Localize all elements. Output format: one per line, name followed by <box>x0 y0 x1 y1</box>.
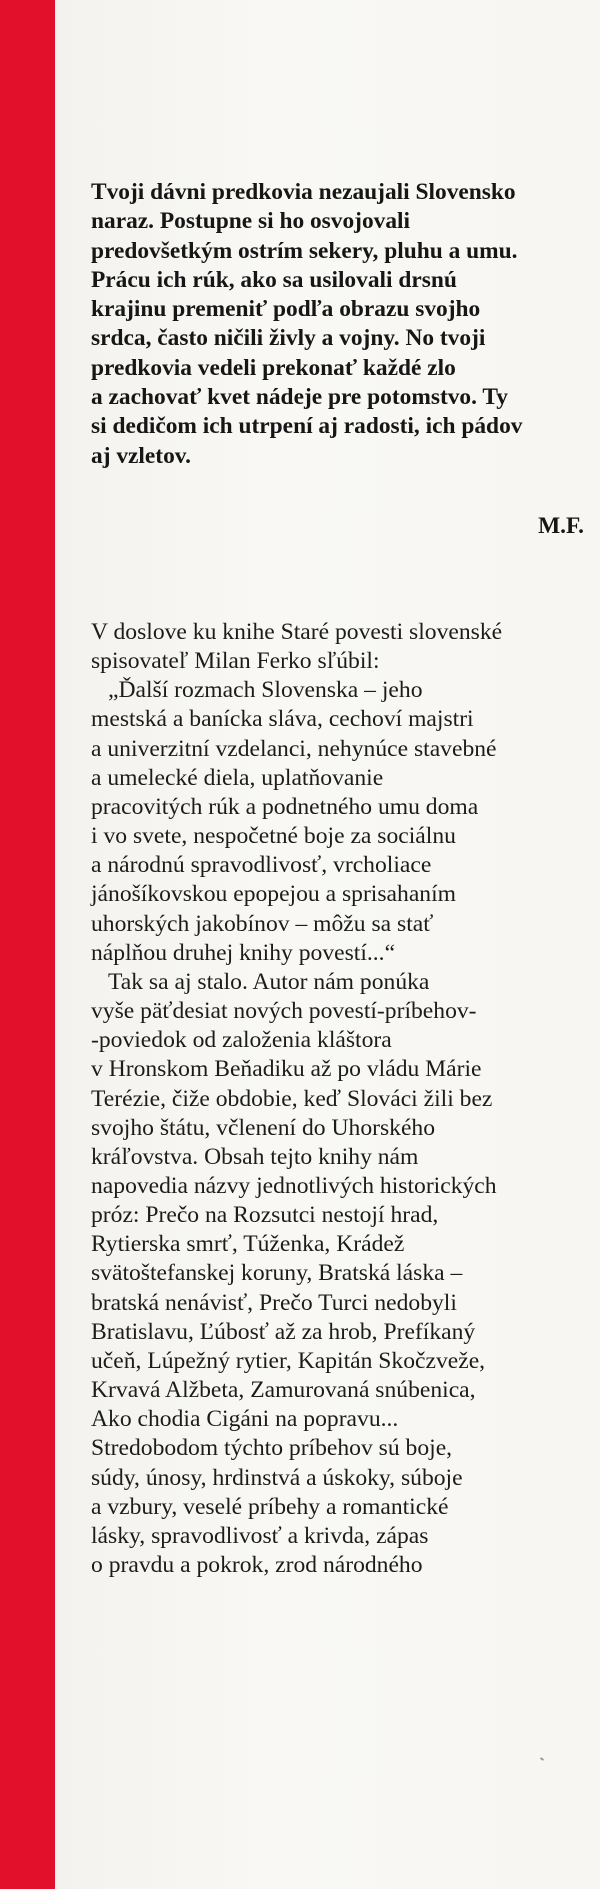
body-line: V doslove ku knihe Staré povesti slovenské <box>91 619 503 645</box>
body-line: náplňou druhej knihy povestí...“ <box>91 939 396 966</box>
body-line: lásky, spravodlivosť a krivda, zápas <box>91 1522 429 1549</box>
motto-line: si dedičom ich utrpení aj radosti, ich pádov <box>91 413 523 440</box>
body-line: mestská a banícka sláva, cechoví majstri <box>91 706 474 733</box>
body-line: a umelecké diela, uplatňovanie <box>91 764 384 791</box>
body-line: súdy, únosy, hrdinstvá a úskoky, súboje <box>91 1464 463 1491</box>
body-line: i vo svete, nespočetné boje za sociálnu <box>91 823 456 850</box>
body-line: Ako chodia Cigáni na popravu... <box>91 1406 399 1433</box>
body-line: Tak sa aj stalo. Autor nám ponúka <box>108 968 430 995</box>
body-line: svojho štátu, včlenení do Uhorského <box>91 1114 436 1141</box>
afterword-text <box>91 618 591 1580</box>
motto-line: Prácu ich rúk, ako sa usilovali drsnú <box>91 266 457 293</box>
motto-line: Tvoji dávni predkovia nezaujali Slovensko <box>91 179 516 205</box>
motto-line: predkovia vedeli prekonať každé zlo <box>91 354 456 381</box>
body-line: napovedia názvy jednotlivých historických <box>91 1172 497 1199</box>
body-line: próz: Prečo na Rozsutci nestojí hrad, <box>91 1202 439 1229</box>
body-line: kráľovstva. Obsah tejto knihy nám <box>91 1143 419 1170</box>
body-line: a univerzitní vzdelanci, nehynúce stavebné <box>91 735 497 762</box>
body-line: Bratislavu, Ľúbosť až za hrob, Prefíkaný <box>91 1318 476 1345</box>
body-line: a vzbury, veselé príbehy a romantické <box>91 1493 449 1520</box>
body-line: Krvavá Alžbeta, Zamurovaná snúbenica, <box>91 1377 476 1404</box>
body-line: pracovitých rúk a podnetného umu doma <box>91 793 479 820</box>
body-line: uhorských jakobínov – môžu sa stať <box>91 910 434 937</box>
motto-signature: M.F. <box>538 513 584 539</box>
motto-line: a zachovať kvet nádeje pre potomstvo. Ty <box>91 384 508 411</box>
body-line: -poviedok od založenia kláštora <box>91 1027 392 1054</box>
motto-paragraph <box>91 178 591 471</box>
body-line: o pravdu a pokrok, zrod národného <box>91 1552 423 1578</box>
body-line: bratská nenávisť, Prečo Turci nedobyli <box>91 1289 457 1316</box>
body-line: Stredobodom týchto príbehov sú boje, <box>91 1435 453 1462</box>
body-line: Terézie, čiže obdobie, keď Slováci žili bez <box>91 1085 493 1112</box>
body-line: v Hronskom Beňadiku až po vládu Márie <box>91 1056 482 1083</box>
body-line: vyše päťdesiat nových povestí-príbehov- <box>91 998 477 1025</box>
motto-line: naraz. Postupne si ho osvojovali <box>91 208 411 235</box>
red-edge-stripe <box>0 0 55 1889</box>
motto-line: srdca, často ničili živly a vojny. No tvoji <box>91 325 486 352</box>
motto-line: predovšetkým ostrím sekery, pluhu a umu. <box>91 237 518 264</box>
body-line: učeň, Lúpežný rytier, Kapitán Skočzveže, <box>91 1347 486 1374</box>
motto-line: krajinu premeniť podľa obrazu svojho <box>91 296 481 323</box>
motto-line: aj vzletov. <box>91 442 192 469</box>
body-line: a národnú spravodlivosť, vrcholiace <box>91 852 432 879</box>
body-line: jánošíkovskou epopejou a sprisahaním <box>91 881 456 908</box>
body-line: Rytierska smrť, Túženka, Krádež <box>91 1231 405 1258</box>
body-line: svätoštefanskej koruny, Bratská láska – <box>91 1260 463 1287</box>
body-line: spisovateľ Milan Ferko sľúbil: <box>91 648 380 675</box>
body-line: „Ďalší rozmach Slovenska – jeho <box>108 677 423 704</box>
